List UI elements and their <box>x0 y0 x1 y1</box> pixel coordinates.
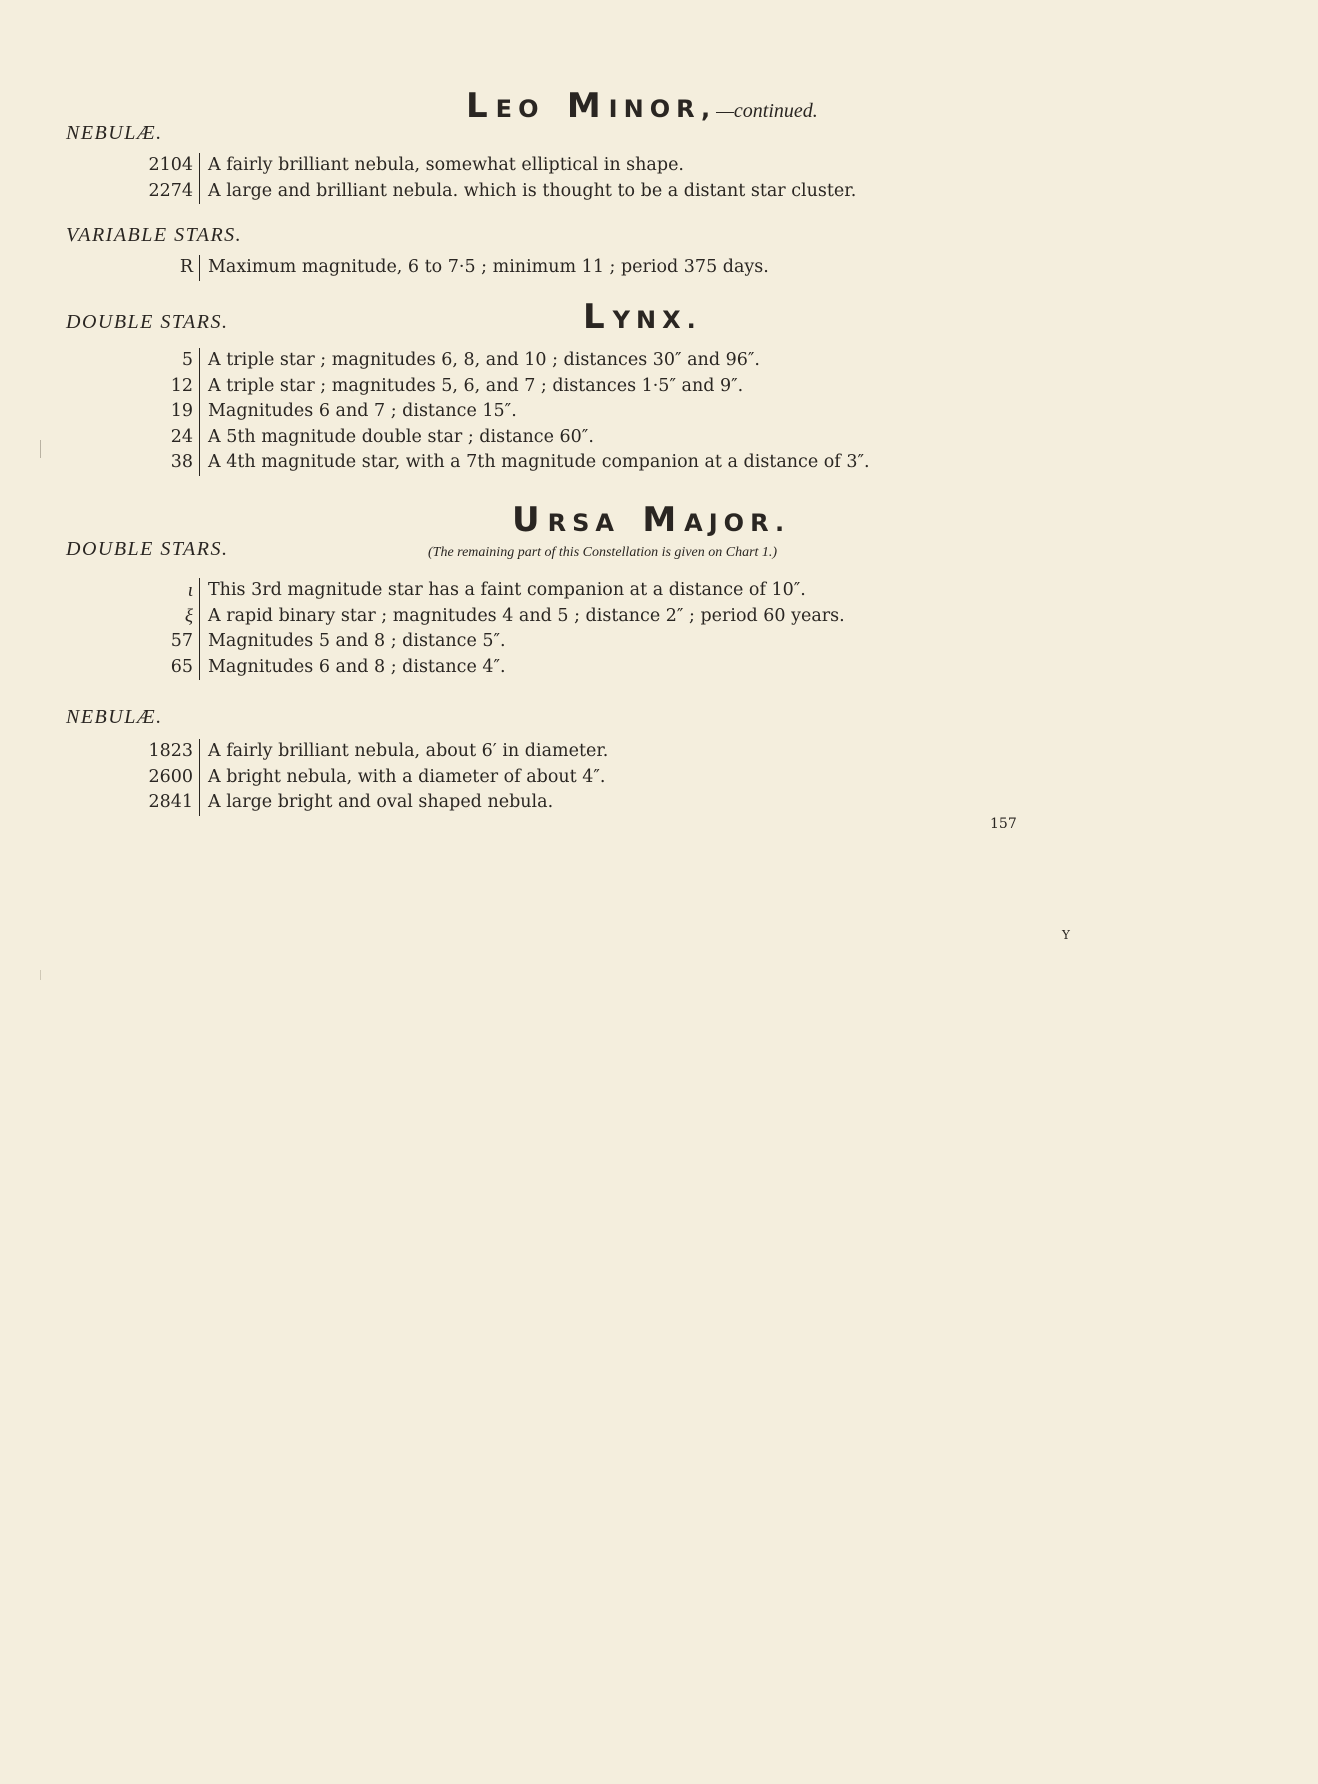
leo-minor-nebulae-heading: NEBULÆ. <box>66 122 163 144</box>
entry-id: 19 <box>0 399 200 425</box>
entry-description: Maximum magnitude, 6 to 7·5 ; minimum 11 ; period 375 days. <box>208 257 769 277</box>
entry-id: 5 <box>0 348 200 374</box>
leo-minor-nebulae-list <box>0 153 856 204</box>
scan-mark <box>40 440 41 458</box>
entry-id: 24 <box>0 425 200 451</box>
entry-description: Magnitudes 6 and 8 ; distance 4″. <box>208 656 506 677</box>
entry-description: This 3rd magnitude star has a faint companion at a distance of 10″. <box>208 580 806 600</box>
ursa-major-nebulae-heading: NEBULÆ. <box>66 706 163 728</box>
entry-description: A large and brilliant nebula. which is thought to be a distant star cluster. <box>208 180 857 201</box>
lynx-double-stars-list <box>0 348 870 476</box>
lynx-double-stars-heading: DOUBLE STARS. <box>66 311 229 333</box>
entry-id: 65 <box>0 655 200 681</box>
entry-description: A triple star ; magnitudes 5, 6, and 7 ; distances 1·5″ and 9″. <box>208 375 744 396</box>
entry-description: A bright nebula, with a diameter of about 4″. <box>208 766 606 787</box>
entry-id: 2600 <box>0 765 200 791</box>
entry-id: 57 <box>0 629 200 655</box>
lynx-title: LYNX. <box>583 297 702 337</box>
signature-mark: Y <box>1062 928 1070 942</box>
entry-id: 2274 <box>0 179 200 205</box>
entry-id: 2841 <box>0 790 200 816</box>
ursa-major-title: URSA MAJOR. <box>512 500 791 540</box>
leo-minor-title: LEO MINOR,—continued. <box>466 86 818 126</box>
entry-description: A 4th magnitude star, with a 7th magnitude companion at a distance of 3″. <box>208 452 870 472</box>
entry-description: A rapid binary star ; magnitudes 4 and 5 ; distance 2″ ; period 60 years. <box>208 605 845 626</box>
entry-id: 38 <box>0 450 200 476</box>
entry-description: A large bright and oval shaped nebula. <box>208 792 554 812</box>
scan-mark <box>40 970 41 980</box>
entry-description: A fairly brilliant nebula, somewhat elliptical in shape. <box>208 155 684 175</box>
entry-id: ξ <box>0 604 200 630</box>
entry-id: 1823 <box>0 739 200 765</box>
entry-id: 2104 <box>0 153 200 179</box>
entry-description: A fairly brilliant nebula, about 6′ in diameter. <box>208 741 609 761</box>
chart-reference-note: (The remaining part of this Constellation is given on Chart 1.) <box>428 545 778 560</box>
page-number: 157 <box>990 816 1017 832</box>
entry-id: ι <box>0 578 200 604</box>
ursa-major-double-stars-heading: DOUBLE STARS. <box>66 538 229 560</box>
entry-description: A triple star ; magnitudes 6, 8, and 10 ; distances 30″ and 96″. <box>208 350 760 370</box>
entry-id: R <box>0 255 200 281</box>
ursa-major-nebulae-list <box>0 739 608 816</box>
entry-description: Magnitudes 5 and 8 ; distance 5″. <box>208 631 506 651</box>
ursa-major-double-stars-list <box>0 578 845 680</box>
entry-id: 12 <box>0 374 200 400</box>
entry-description: A 5th magnitude double star ; distance 60″. <box>208 426 594 447</box>
variable-stars-heading: VARIABLE STARS. <box>66 224 243 246</box>
entry-description: Magnitudes 6 and 7 ; distance 15″. <box>208 401 517 421</box>
variable-stars-list <box>0 255 769 281</box>
